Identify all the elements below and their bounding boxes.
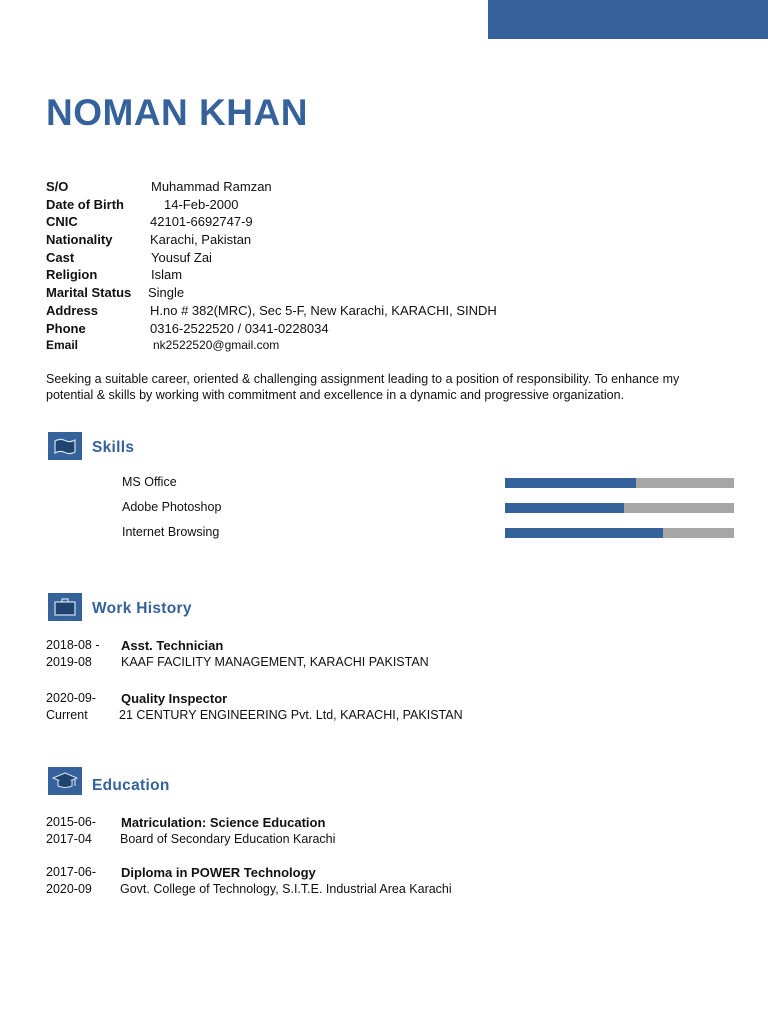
info-value: Muhammad Ramzan: [151, 179, 272, 194]
info-label: Religion: [46, 267, 98, 283]
work-history-entry: [46, 637, 726, 671]
skill-level-fill: [505, 503, 624, 513]
entry-organization: KAAF FACILITY MANAGEMENT, KARACHI PAKISTAN: [121, 655, 429, 669]
entry-date-end: 2017-04: [46, 832, 92, 846]
info-value: Yousuf Zai: [151, 249, 212, 265]
info-value: 14-Feb-2000: [164, 196, 239, 212]
info-label: Address: [46, 302, 99, 318]
skill-level-fill: [505, 528, 663, 538]
education-entry: [46, 814, 726, 848]
career-objective: Seeking a suitable career, oriented & challenging assignment leading to a position of responsibility. To enhance my potential & skills by working with commitment and excellence in a dynamic and progressive organization.: [46, 372, 680, 402]
entry-date-start: 2018-08 -: [46, 638, 100, 652]
skill-label: Adobe Photoshop: [122, 500, 222, 514]
entry-organization: Govt. College of Technology, S.I.T.E. Industrial Area Karachi: [120, 882, 452, 896]
skill-level-bar: [505, 478, 734, 488]
entry-organization: Board of Secondary Education Karachi: [120, 832, 336, 846]
work-history-entry: [46, 690, 726, 724]
skill-label: MS Office: [122, 475, 177, 489]
header-accent-bar: [488, 0, 768, 39]
section-title-skills: Skills: [92, 439, 135, 456]
entry-title: Matriculation: Science Education: [121, 815, 326, 830]
graduation-cap-icon: [48, 767, 82, 795]
entry-date-end: Current: [46, 708, 88, 722]
info-value: H.no # 382(MRC), Sec 5-F, New Karachi, KARACHI, SINDH: [150, 302, 497, 318]
info-label: Marital Status: [46, 285, 132, 301]
section-title-work-history: Work History: [92, 600, 192, 617]
info-value: Islam: [151, 267, 183, 283]
skill-level-fill: [505, 478, 636, 488]
entry-title: Diploma in POWER Technology: [121, 865, 316, 880]
info-label: S/O: [46, 179, 69, 194]
email-link[interactable]: nk2522520@gmail.com: [153, 338, 280, 353]
info-label: Cast: [46, 249, 75, 265]
info-value: 42101-6692747-9: [150, 214, 253, 230]
entry-date-start: 2020-09-: [46, 691, 97, 705]
candidate-name: NOMAN KHAN: [46, 92, 308, 133]
entry-date-start: 2015-06-: [46, 815, 97, 829]
info-value: Single: [148, 285, 185, 301]
info-value: Karachi, Pakistan: [150, 232, 252, 248]
entry-date-start: 2017-06-: [46, 865, 97, 879]
skill-level-bar: [505, 528, 734, 538]
skill-label: Internet Browsing: [122, 525, 220, 539]
entry-title: Asst. Technician: [121, 638, 224, 653]
section-title-education: Education: [92, 777, 170, 794]
info-label: Phone: [46, 320, 86, 336]
info-label: Date of Birth: [46, 196, 124, 212]
skill-level-bar: [505, 503, 734, 513]
entry-organization: 21 CENTURY ENGINEERING Pvt. Ltd, KARACHI, PAKISTAN: [119, 708, 463, 722]
info-label: Nationality: [46, 232, 113, 248]
education-entry: [46, 864, 726, 898]
entry-date-end: 2020-09: [46, 882, 92, 896]
entry-title: Quality Inspector: [121, 691, 228, 706]
entry-date-end: 2019-08: [46, 655, 92, 669]
info-label: Email: [46, 338, 79, 353]
info-label: CNIC: [46, 214, 78, 230]
info-value: 0316-2522520 / 0341-0228034: [150, 320, 329, 336]
map-icon: [48, 432, 82, 460]
briefcase-icon: [48, 593, 82, 621]
